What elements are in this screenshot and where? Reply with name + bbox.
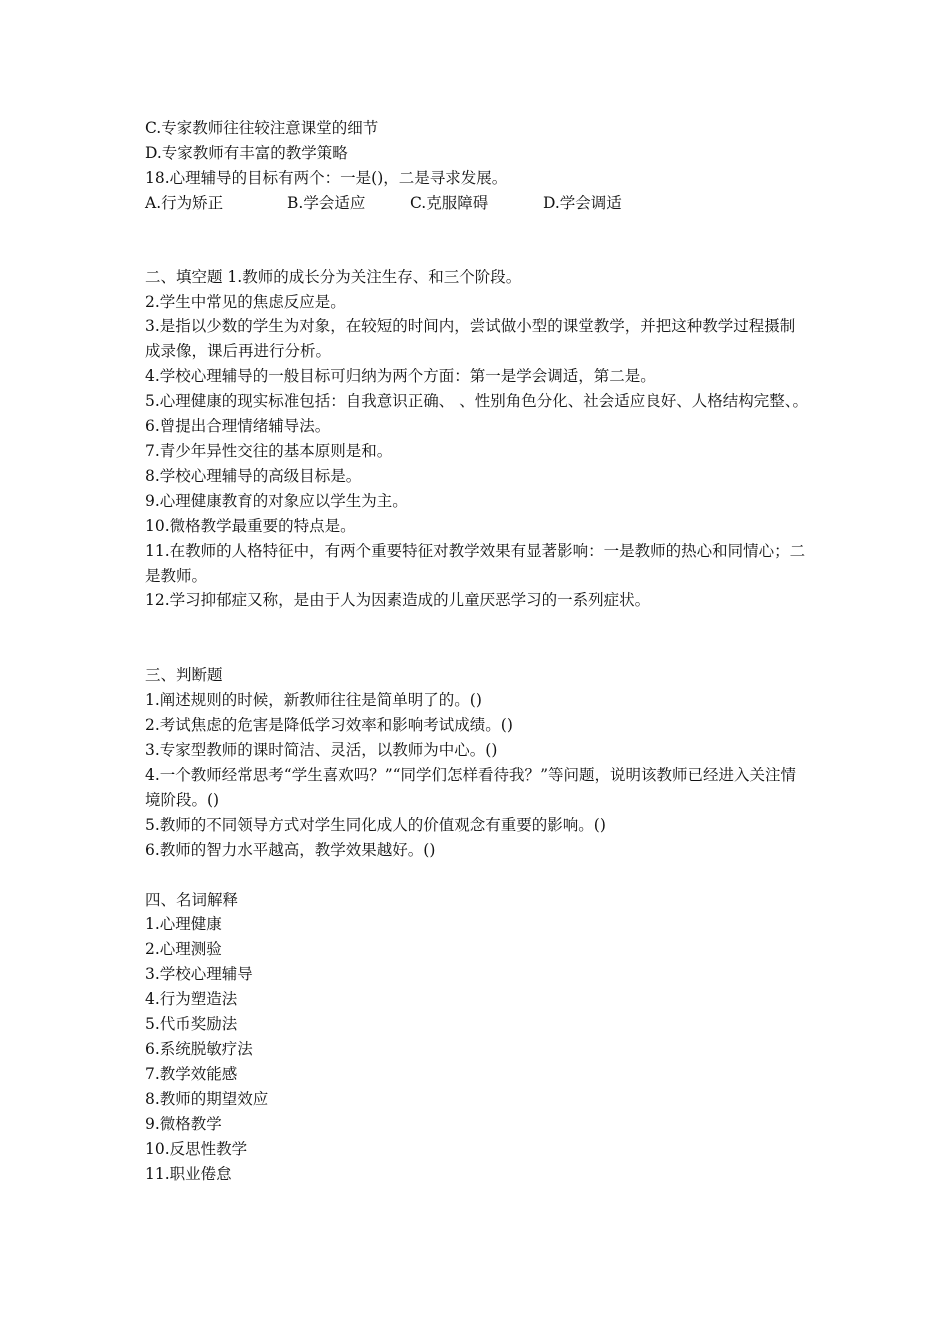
term-item: 11.职业倦怠 bbox=[145, 1164, 232, 1183]
fill-item-10: 10.微格教学最重要的特点是。 bbox=[145, 516, 356, 535]
choice-options-row bbox=[145, 191, 810, 216]
term-item: 10.反思性教学 bbox=[145, 1139, 248, 1158]
section-title: 三、判断题 bbox=[145, 666, 223, 685]
option-b: B.学会适应 bbox=[287, 193, 366, 212]
fill-item-11: 11.在教师的人格特征中，有两个重要特征对教学效果有显著影响：一是教师的热心和同情心；二是教师。 bbox=[145, 541, 806, 585]
choice-option-line: C.专家教师往往较注意课堂的细节 bbox=[145, 119, 379, 137]
term-item: 3.学校心理辅导 bbox=[145, 965, 253, 984]
term-item: 8.教师的期望效应 bbox=[145, 1089, 269, 1108]
fill-item-4: 4.学校心理辅导的一般目标可归纳为两个方面：第一是学会调适，第二是。 bbox=[145, 367, 656, 386]
fill-item-12: 12.学习抑郁症又称，是由于人为因素造成的儿童厌恶学习的一系列症状。 bbox=[145, 591, 651, 610]
spacer bbox=[145, 613, 810, 663]
fill-item-8: 8.学校心理辅导的高级目标是。 bbox=[145, 466, 362, 485]
judge-section bbox=[145, 663, 810, 862]
fill-item-2: 2.学生中常见的焦虑反应是。 bbox=[145, 292, 346, 311]
term-item: 4.行为塑造法 bbox=[145, 990, 238, 1009]
document-body bbox=[145, 116, 810, 1186]
judge-item-2: 2.考试焦虑的危害是降低学习效率和影响考试成绩。() bbox=[145, 716, 513, 735]
judge-item-4: 4.一个教师经常思考“学生喜欢吗？”“同学们怎样看待我？”等问题，说明该教师已经进入关注情境阶段。() bbox=[145, 765, 796, 809]
fill-item-3: 3.是指以少数的学生为对象，在较短的时间内，尝试做小型的课堂教学，并把这种教学过程摄制成录像，课后再进行分析。 bbox=[145, 317, 796, 361]
option-c: C.克服障碍 bbox=[410, 193, 489, 212]
fill-item-5: 5.心理健康的现实标准包括：自我意识正确、 、性别角色分化、社会适应良好、人格结构完整、。 bbox=[145, 392, 808, 411]
fill-item-1: 二、填空题 1.教师的成长分为关注生存、和三个阶段。 bbox=[145, 267, 522, 286]
term-item: 5.代币奖励法 bbox=[145, 1015, 238, 1034]
section-title: 四、名词解释 bbox=[145, 890, 239, 909]
option-a: A.行为矫正 bbox=[145, 193, 224, 212]
term-item: 9.微格教学 bbox=[145, 1114, 222, 1133]
fill-item-6: 6.曾提出合理情绪辅导法。 bbox=[145, 417, 331, 436]
judge-item-6: 6.教师的智力水平越高，教学效果越好。() bbox=[145, 840, 436, 859]
term-item: 1.心理健康 bbox=[145, 915, 222, 934]
term-item: 2.心理测验 bbox=[145, 940, 222, 959]
spacer bbox=[145, 863, 810, 888]
term-item: 6.系统脱敏疗法 bbox=[145, 1040, 253, 1058]
term-item: 7.教学效能感 bbox=[145, 1064, 238, 1083]
judge-item-3: 3.专家型教师的课时简洁、灵活，以教师为中心。() bbox=[145, 741, 498, 760]
judge-item-1: 1.阐述规则的时候，新教师往往是简单明了的。() bbox=[145, 691, 482, 710]
choice-option-line: D.专家教师有丰富的教学策略 bbox=[145, 143, 348, 162]
terms-section bbox=[145, 888, 810, 1187]
judge-item-5: 5.教师的不同领导方式对学生同化成人的价值观念有重要的影响。() bbox=[145, 815, 606, 834]
fill-item-7: 7.青少年异性交往的基本原则是和。 bbox=[145, 441, 393, 460]
fill-item-9: 9.心理健康教育的对象应以学生为主。 bbox=[145, 491, 408, 510]
fill-in-section bbox=[145, 265, 810, 614]
spacer bbox=[145, 216, 810, 265]
choice-question-tail bbox=[145, 116, 810, 216]
option-d: D.学会调适 bbox=[543, 193, 622, 212]
choice-question-18: 18.心理辅导的目标有两个：一是()，二是寻求发展。 bbox=[145, 168, 508, 187]
